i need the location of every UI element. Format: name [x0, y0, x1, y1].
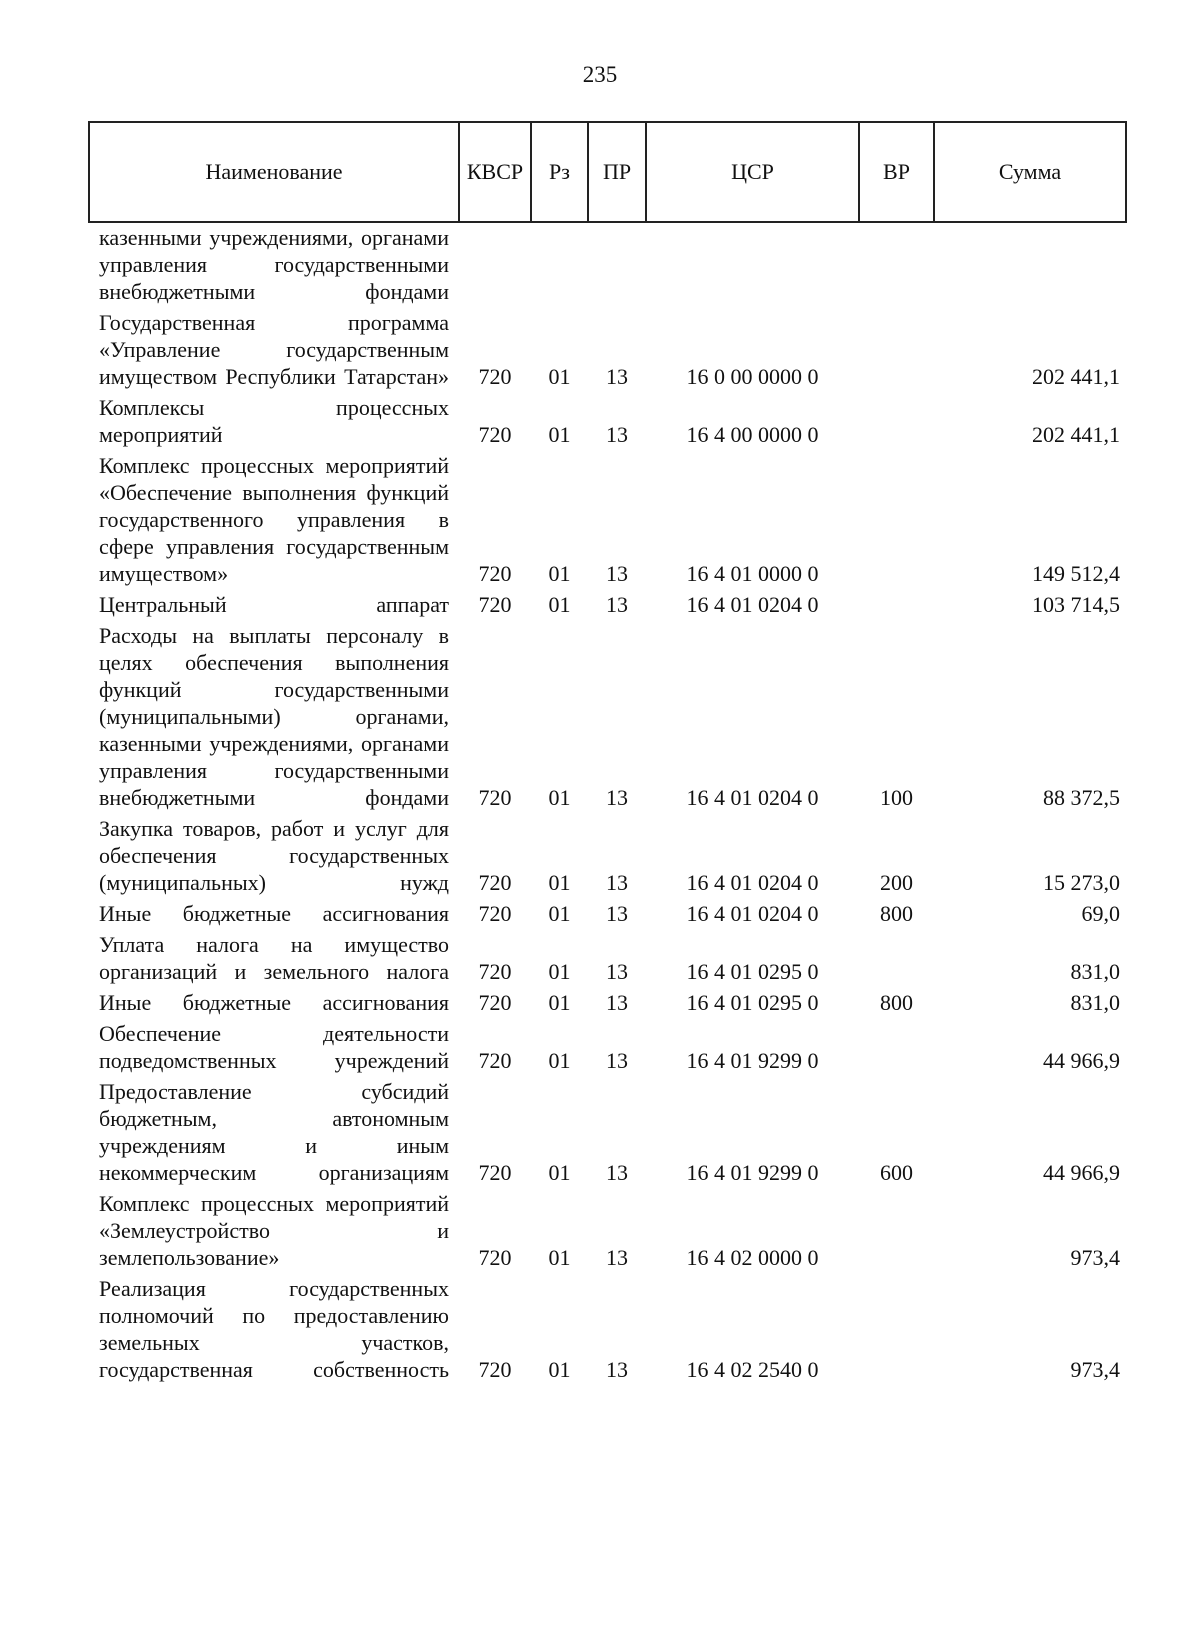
cell-kvsr: 720	[478, 990, 512, 1015]
row-name-text: Центральный аппарат	[99, 592, 449, 617]
row-name-text: Расходы на выплаты персоналу в целях обеспечения выполнения функций государственными (муниципальными) органами, казенными учреждениями, органами управления государственными внебюджетными фондами	[99, 623, 449, 810]
cell-vr	[859, 308, 934, 393]
cell-rz: 01	[548, 901, 571, 926]
page-number: 235	[582, 62, 618, 87]
cell-rz: 01	[548, 1357, 571, 1382]
cell-sum: 202 441,1	[1032, 364, 1120, 389]
cell-pr: 13	[606, 870, 628, 895]
table-row	[89, 451, 1126, 590]
cell-name	[89, 222, 459, 308]
cell-vr	[859, 930, 934, 988]
cell-csr: 16 4 01 0204 0	[686, 901, 819, 926]
cell-rz: 01	[548, 364, 571, 389]
cell-name	[89, 1274, 459, 1386]
row-name-text: Иные бюджетные ассигнования	[99, 901, 449, 926]
cell-sum: 831,0	[1070, 959, 1120, 984]
table-row	[89, 590, 1126, 621]
row-name-text: Комплекс процессных мероприятий «Землеустройство и землепользование»	[99, 1191, 449, 1270]
cell-rz: 01	[548, 561, 571, 586]
row-name-text: Обеспечение деятельности подведомственных учреждений	[99, 1021, 449, 1073]
cell-name	[89, 814, 459, 899]
cell-csr: 16 4 02 2540 0	[686, 1357, 819, 1382]
table-row	[89, 621, 1126, 814]
cell-vr: 600	[880, 1160, 913, 1185]
cell-kvsr: 720	[478, 1245, 512, 1270]
cell-name	[89, 308, 459, 393]
cell-pr: 13	[606, 1048, 628, 1073]
table-header	[89, 122, 1126, 222]
cell-csr: 16 4 01 9299 0	[686, 1048, 819, 1073]
table-row	[89, 814, 1126, 899]
column-header-csr: ЦСР	[646, 122, 859, 222]
row-name-text: Реализация государственных полномочий по предоставлению земельных участков, государственная собственность	[99, 1276, 449, 1382]
cell-kvsr: 720	[478, 364, 512, 389]
cell-sum: 973,4	[1070, 1357, 1120, 1382]
table-body	[89, 222, 1126, 1386]
cell-csr: 16 0 00 0000 0	[686, 364, 819, 389]
cell-csr: 16 4 01 0295 0	[686, 990, 819, 1015]
column-header-name: Наименование	[89, 122, 459, 222]
cell-vr: 100	[880, 785, 913, 810]
cell-name	[89, 1077, 459, 1189]
column-header-kvsr: КВСР	[459, 122, 531, 222]
cell-pr: 13	[606, 901, 628, 926]
cell-kvsr: 720	[478, 870, 512, 895]
cell-pr: 13	[606, 1160, 628, 1185]
cell-csr: 16 4 01 0295 0	[686, 959, 819, 984]
cell-pr: 13	[606, 1245, 628, 1270]
cell-sum: 15 273,0	[1043, 870, 1120, 895]
cell-name	[89, 451, 459, 590]
table-row	[89, 1077, 1126, 1189]
cell-pr: 13	[606, 422, 628, 447]
cell-name	[89, 1189, 459, 1274]
cell-sum: 44 966,9	[1043, 1160, 1120, 1185]
cell-rz: 01	[548, 592, 571, 617]
cell-sum: 202 441,1	[1032, 422, 1120, 447]
row-name-text: Государственная программа «Управление государственным имуществом Республики Татарстан»	[99, 310, 449, 389]
cell-pr: 13	[606, 990, 628, 1015]
cell-rz: 01	[548, 785, 571, 810]
cell-kvsr: 720	[478, 959, 512, 984]
cell-sum: 69,0	[1081, 901, 1120, 926]
cell-csr: 16 4 02 0000 0	[686, 1245, 819, 1270]
table-row	[89, 1189, 1126, 1274]
cell-sum: 88 372,5	[1043, 785, 1120, 810]
cell-rz: 01	[548, 1245, 571, 1270]
cell-pr: 13	[606, 561, 628, 586]
table-row	[89, 393, 1126, 451]
cell-name	[89, 590, 459, 621]
cell-kvsr: 720	[478, 785, 512, 810]
cell-rz: 01	[548, 1160, 571, 1185]
cell-csr: 16 4 01 0000 0	[686, 561, 819, 586]
column-header-pr: ПР	[588, 122, 646, 222]
row-name-text: Комплекс процессных мероприятий «Обеспечение выполнения функций государственного управления в сфере управления государственным имуществом»	[99, 453, 449, 586]
cell-vr	[859, 451, 934, 590]
column-header-vr: ВР	[859, 122, 934, 222]
cell-sum: 831,0	[1070, 990, 1120, 1015]
cell-name	[89, 988, 459, 1019]
cell-csr: 16 4 01 9299 0	[686, 1160, 819, 1185]
cell-sum: 973,4	[1070, 1245, 1120, 1270]
cell-name	[89, 930, 459, 988]
cell-name	[89, 1019, 459, 1077]
cell-vr	[859, 1274, 934, 1386]
cell-kvsr: 720	[478, 422, 512, 447]
cell-rz: 01	[548, 959, 571, 984]
column-header-rz: Рз	[531, 122, 588, 222]
cell-vr: 200	[880, 870, 913, 895]
table-row	[89, 1274, 1126, 1386]
table-row	[89, 899, 1126, 930]
cell-sum	[934, 222, 1126, 308]
cell-csr: 16 4 00 0000 0	[686, 422, 819, 447]
cell-vr	[859, 590, 934, 621]
table-row	[89, 308, 1126, 393]
cell-kvsr	[459, 222, 531, 308]
cell-sum: 149 512,4	[1032, 561, 1120, 586]
cell-kvsr: 720	[478, 1048, 512, 1073]
cell-rz: 01	[548, 990, 571, 1015]
cell-vr: 800	[880, 990, 913, 1015]
table-row	[89, 1019, 1126, 1077]
cell-kvsr: 720	[478, 901, 512, 926]
cell-vr	[859, 1019, 934, 1077]
cell-vr: 800	[880, 901, 913, 926]
cell-sum: 44 966,9	[1043, 1048, 1120, 1073]
cell-kvsr: 720	[478, 1357, 512, 1382]
cell-kvsr: 720	[478, 1160, 512, 1185]
row-name-text: Предоставление субсидий бюджетным, автономным учреждениям и иным некоммерческим организациям	[99, 1079, 449, 1185]
cell-rz	[531, 222, 588, 308]
cell-pr: 13	[606, 364, 628, 389]
cell-vr	[859, 1189, 934, 1274]
cell-pr: 13	[606, 592, 628, 617]
row-name-text: Закупка товаров, работ и услуг для обеспечения государственных (муниципальных) нужд	[99, 816, 449, 895]
cell-kvsr: 720	[478, 561, 512, 586]
table-row	[89, 222, 1126, 308]
cell-sum: 103 714,5	[1032, 592, 1120, 617]
cell-name	[89, 899, 459, 930]
row-name-text: Иные бюджетные ассигнования	[99, 990, 449, 1015]
cell-rz: 01	[548, 422, 571, 447]
cell-kvsr: 720	[478, 592, 512, 617]
cell-vr	[859, 393, 934, 451]
row-name-text: казенными учреждениями, органами управления государственными внебюджетными фондами	[99, 225, 449, 304]
cell-pr: 13	[606, 959, 628, 984]
cell-csr: 16 4 01 0204 0	[686, 870, 819, 895]
cell-name	[89, 393, 459, 451]
row-name-text: Уплата налога на имущество организаций и земельного налога	[99, 932, 449, 984]
cell-csr	[646, 222, 859, 308]
cell-csr: 16 4 01 0204 0	[686, 592, 819, 617]
cell-vr	[859, 222, 934, 308]
cell-pr	[588, 222, 646, 308]
cell-rz: 01	[548, 870, 571, 895]
budget-table	[88, 121, 1127, 1386]
column-header-sum: Сумма	[934, 122, 1126, 222]
cell-pr: 13	[606, 1357, 628, 1382]
row-name-text: Комплексы процессных мероприятий	[99, 395, 449, 447]
table-row	[89, 930, 1126, 988]
cell-rz: 01	[548, 1048, 571, 1073]
table-row	[89, 988, 1126, 1019]
cell-name	[89, 621, 459, 814]
cell-pr: 13	[606, 785, 628, 810]
cell-csr: 16 4 01 0204 0	[686, 785, 819, 810]
